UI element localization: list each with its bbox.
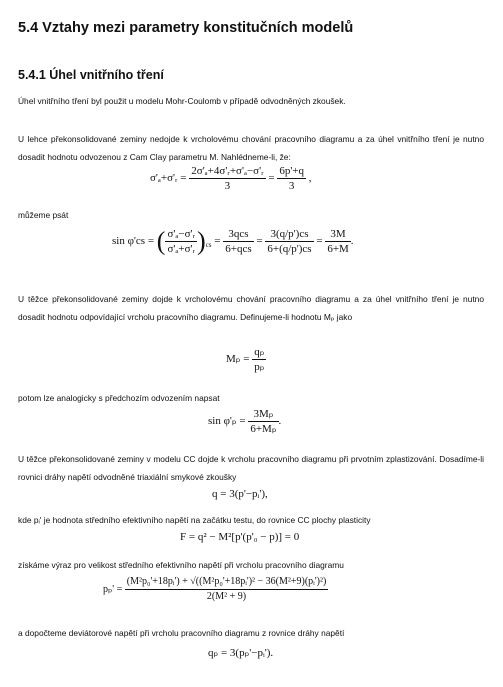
eq4-fraction	[248, 407, 278, 436]
eq2-f3-num: 3(q/p')cs	[265, 227, 313, 242]
eq2-subscript: cs	[205, 241, 212, 250]
equation-4: sin φ'ₚ = $\frac{\text{3Mₚ}}{\text{6+Mₚ}}$ .	[208, 408, 282, 435]
eq4-num: 3Mₚ	[248, 407, 278, 422]
eq2-inner-fraction	[165, 227, 197, 256]
eq4-lhs: sin φ'ₚ =	[208, 415, 246, 428]
eq2-f2-num: 3qcs	[223, 227, 253, 242]
subsection-heading: 5.4.1 Úhel vnitřního tření	[18, 68, 164, 82]
eq1-num: 2σ'ₐ+4σ'ᵣ+σ'ₐ−σ'ᵣ	[191, 165, 264, 177]
eq7-den: 2(M² + 9)	[206, 591, 247, 602]
equation-7	[103, 575, 328, 604]
eq1-lhs: σ'ₐ+σ'ᵣ =	[150, 172, 187, 185]
eq7-fraction	[125, 575, 329, 604]
eq2-f3-den: 6+(q/p')cs	[267, 243, 312, 255]
eq2-f4-num: 3M	[325, 227, 350, 242]
eq2-f2-den: 6+qcs	[225, 243, 252, 255]
eq3-den: pₚ	[254, 361, 265, 373]
paragraph-5: potom lze analogicky s předchozím odvozením napsat	[18, 393, 220, 403]
paragraph-1: Úhel vnitřního tření byl použit u modelu Mohr-Coulomb v případě odvodněných zkoušek.	[18, 96, 346, 106]
eq4-den: 6+Mₚ	[250, 423, 277, 435]
equation-5: q = 3(p'−pᵢ'),	[212, 488, 268, 500]
eq2-fraction-3	[265, 227, 313, 256]
eq2-fraction-4	[325, 227, 350, 256]
eq2-f4-den: 6+M	[327, 243, 349, 255]
paragraph-6: U těžce překonsolidované zeminy v modelu CC dojde k vrcholu pracovního diagramu při prvotním zplastizování. Dosadíme-li rovnici dráhy napětí odvodněné triaxiální smykové zkoušky	[18, 454, 484, 482]
eq2-inner-num: σ'ₐ−σ'ᵣ	[167, 228, 196, 240]
eq3-num: qₚ	[254, 346, 265, 358]
equation-3	[226, 345, 266, 374]
eq2-open-paren: (	[156, 226, 166, 256]
eq3-lhs: Mₚ =	[226, 353, 250, 366]
paragraph-7: kde pᵢ' je hodnota středního efektivního napětí na začátku testu, do rovnice CC plochy plasticity	[18, 515, 371, 525]
paragraph-4: U těžce překonsolidované zeminy dojde k vrcholovému chování pracovního diagramu a za úhel vnitřního tření je nutno dosadit hodnotu odpovídající vrcholu pracovního diagramu. Definujeme-li hodnotu Mₚ jako	[18, 294, 484, 322]
eq1-fraction-2	[277, 164, 306, 193]
equation-8: qₚ = 3(pₚ'−pᵢ').	[208, 647, 274, 659]
eq1-den: 3	[224, 180, 231, 192]
eq2-close-paren: )	[197, 226, 206, 256]
paragraph-3: můžeme psát	[18, 210, 69, 220]
eq3-fraction	[252, 345, 266, 374]
paragraph-8: získáme výraz pro velikost středního efektivního napětí při vrcholu pracovního diagramu	[18, 560, 344, 570]
equation-1	[150, 164, 312, 193]
eq2-lhs: sin φ'cs =	[112, 235, 155, 248]
eq2-fraction-2	[223, 227, 253, 256]
eq1-equals: =	[268, 172, 275, 185]
equation-2: sin φ'cs = ( $\frac{\text{σ'ₐ−σ'ᵣ}}{\text{σ'ₐ+σ'ᵣ}}$ )$_{cs}$ = $\frac{\text{3qcs}}{\text{6+qcs}}$ = $\frac{3(q/p')cs}{6+(q/p')cs}$ = $\frac{3M}{6+M}$ .	[112, 226, 354, 256]
eq7-lhs: pₚ' =	[103, 583, 123, 595]
equation-6: F = q² − M²[p'(p'₀ − p)] = 0	[180, 531, 300, 543]
eq1-den2: 3	[288, 180, 295, 192]
paragraph-9: a dopočteme deviátorové napětí při vrcholu pracovního diagramu z rovnice dráhy napětí	[18, 628, 345, 638]
eq1-num2: 6p'+q	[279, 165, 304, 177]
eq1-fraction-1	[189, 164, 265, 193]
eq2-inner-den: σ'ₐ+σ'ᵣ	[167, 243, 196, 255]
paragraph-2: U lehce překonsolidované zeminy nedojde k vrcholovému chování pracovního diagramu a za úhel vnitřního tření je nutno dosadit hodnotu odvozenou z Cam Clay parametru M. Nahlédneme-li, že:	[18, 134, 484, 162]
eq1-comma: ,	[308, 172, 312, 185]
section-heading: 5.4 Vztahy mezi parametry konstitučních modelů	[18, 20, 354, 36]
eq7-num: (M²p₀'+18pᵢ') + √((M²p₀'+18pᵢ')² − 36(M²+9)(pᵢ')²)	[125, 575, 329, 590]
